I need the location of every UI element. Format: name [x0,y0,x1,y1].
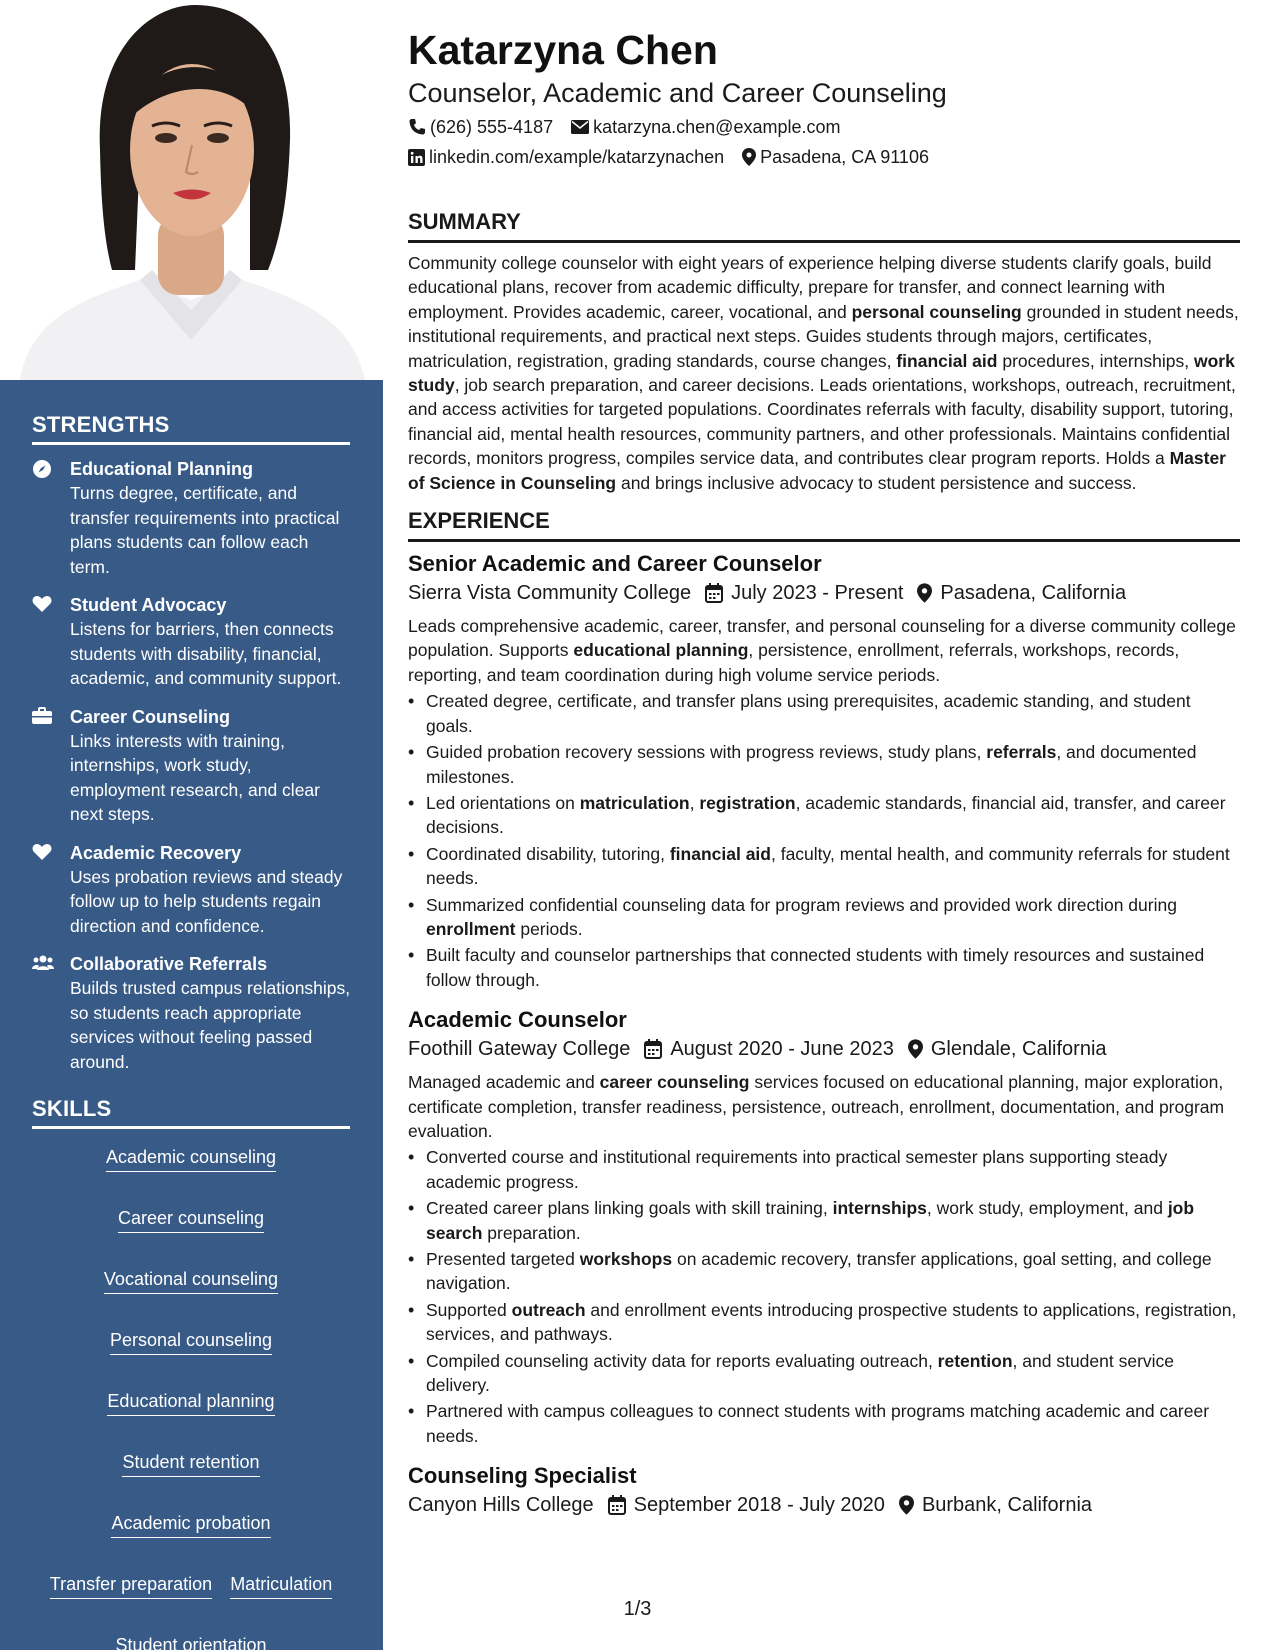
job-title: Counseling Specialist [408,1463,637,1489]
job-organization: Canyon Hills College [408,1494,594,1517]
candidate-name: Katarzyna Chen [408,27,718,73]
job-organization: Sierra Vista Community College [408,582,692,605]
bullet-item: • Partnered with campus colleagues to connect students with programs matching academic and career needs. [408,1399,1240,1448]
job-bullets [408,689,1240,992]
job-entry [408,550,1240,992]
bold-keyword: career counseling [599,1072,750,1093]
bold-keyword: referrals [986,742,1057,763]
sidebar-panel [0,380,383,1650]
job-location [917,578,1126,608]
strength-desc: Uses probation reviews and steady follow up to help students regain direction and confidence. [70,866,343,936]
job-description: Managed academic and career counseling services focused on educational planning, major exploration, certificate completion, transfer readiness, persistence, outreach, enrollment, documentation, and program evaluation. [408,1072,1225,1141]
bullet-item: • Coordinated disability, tutoring, financial aid, faculty, mental health, and community referrals for student needs. [408,842,1240,891]
job-dates-text: August 2020 - June 2023 [670,1038,894,1061]
strength-title: Career Counseling [70,706,231,727]
contact-row [408,144,1240,170]
bold-keyword: internships [832,1198,927,1219]
linkedin-contact[interactable] [408,144,724,170]
bullet-item: • Created degree, certificate, and transfer plans using prerequisites, academic standing, and student goals. [408,689,1240,738]
heart-icon [32,595,54,615]
summary-heading: SUMMARY [408,208,1240,243]
skill-tag: Student orientation [115,1633,266,1650]
strengths-heading: STRENGTHS [32,412,350,445]
map-pin-icon [917,583,932,603]
job-dates [608,1490,885,1520]
strength-desc: Builds trusted campus relationships, so students reach appropriate services without feeling passed around. [70,978,351,1072]
email-contact[interactable] [571,114,840,140]
users-icon [32,954,54,974]
bullet-item: • Built faculty and counselor partnerships that connected students with timely resources and sustained follow through. [408,943,1240,992]
skills-heading: SKILLS [32,1096,350,1129]
job-location-text: Pasadena, California [940,582,1127,605]
profile-photo [0,0,383,380]
calendar-icon [608,1495,626,1515]
map-pin-icon [742,148,756,166]
skill-tag: Personal counseling [110,1328,272,1355]
bold-keyword: educational planning [573,640,749,661]
main-content [408,24,1240,1526]
job-description: Leads comprehensive academic, career, transfer, and personal counseling for a diverse community college population. Supports educational planning, persistence, enrollment, referrals, workshops, records, reporting, and team coordination during high volume service periods. [408,616,1236,685]
job-location-text: Glendale, California [930,1038,1107,1061]
bullet-item: • Supported outreach and enrollment events introducing prospective students to applications, registration, services, and pathways. [408,1298,1240,1347]
page-number: 1/3 [623,1598,652,1620]
strength-item [32,841,351,939]
strength-item [32,952,351,1074]
location-contact [742,144,929,170]
skill-tag: Matriculation [230,1572,332,1599]
map-pin-icon [899,1495,914,1515]
bullet-item: • Guided probation recovery sessions with progress reviews, study plans, referrals, and documented milestones. [408,740,1240,789]
sidebar [0,0,383,1650]
bold-keyword: outreach [511,1299,586,1320]
job-entry [408,1462,1240,1520]
strength-title: Student Advocacy [70,595,227,615]
strength-desc: Links interests with training, internships, work study, employment research, and clear next steps. [70,730,320,824]
bold-keyword: work study [408,350,1235,396]
job-dates [644,1034,894,1064]
bold-keyword: financial aid [896,350,998,371]
portrait-image [0,0,383,380]
phone-contact[interactable] [408,114,553,140]
job-dates [705,578,903,608]
strength-title: Academic Recovery [70,842,242,863]
briefcase-icon [32,707,54,727]
strength-item [32,705,351,827]
map-pin-icon [908,1039,923,1059]
skill-tag: Educational planning [107,1389,274,1416]
bullet-item: • Created career plans linking goals with skill training, internships, work study, employment, and job search preparation. [408,1196,1240,1245]
job-location-text: Burbank, California [921,1494,1093,1517]
bold-keyword: registration [699,792,796,813]
job-location [908,1034,1107,1064]
skill-tag: Vocational counseling [104,1267,278,1294]
bold-keyword: matriculation [579,792,690,813]
bold-keyword: financial aid [669,843,771,864]
strength-title: Collaborative Referrals [70,954,268,974]
email-address: katarzyna.chen@example.com [593,117,841,137]
phone-number: (626) 555-4187 [430,117,554,137]
strength-title: Educational Planning [70,459,254,479]
skill-tag: Transfer preparation [50,1572,212,1599]
bold-keyword: enrollment [426,918,516,939]
job-title: Academic Counselor [408,1007,627,1033]
linkedin-icon [408,149,425,166]
bold-keyword: retention [937,1350,1013,1371]
location-text: Pasadena, CA 91106 [760,147,929,167]
strength-desc: Turns degree, certificate, and transfer requirements into practical plans students can follow each term. [70,483,340,577]
job-dates-text: July 2023 - Present [731,582,904,605]
skill-tag: Academic probation [111,1511,270,1538]
phone-icon [408,118,426,136]
job-meta [408,1034,1240,1064]
experience-heading: EXPERIENCE [408,507,1240,542]
calendar-icon [644,1039,662,1059]
contact-row [408,114,1240,140]
job-dates-text: September 2018 - July 2020 [633,1494,885,1517]
strength-desc: Listens for barriers, then connects students with disability, financial, academic, and community support. [70,619,342,688]
bullet-item: • Converted course and institutional requirements into practical semester plans supporting steady academic progress. [408,1145,1240,1194]
summary-paragraph: Community college counselor with eight years of experience helping diverse students clarify goals, build educational plans, recover from academic difficulty, prepare for transfer, and connect learning with employment. Provides academic, career, vocational, and personal counseling grounded in student needs, institutional requirements, and practical next steps. Guides students through majors, certificates, matriculation, registration, grading standards, course changes, financial aid procedures, internships, work study, job search preparation, and career decisions. Leads orientations, workshops, outreach, recruitment, and access activities for targeted populations. Coordinates referrals with faculty, disability support, tutoring, financial aid, mental health resources, community partners, and other professionals. Maintains confidential records, monitors progress, compiles service data, and contributes clear program reports. Holds a Master of Science in Counseling and brings inclusive advocacy to student persistence and success. [408,253,1239,493]
strength-item [32,457,351,579]
bullet-item: • Presented targeted workshops on academic recovery, transfer applications, goal setting, and college navigation. [408,1247,1240,1296]
compass-icon [32,459,54,479]
job-title: Senior Academic and Career Counselor [408,551,822,577]
job-bullets [408,1145,1240,1448]
bullet-item: • Summarized confidential counseling data for program reviews and provided work direction during enrollment periods. [408,893,1240,942]
skill-tag: Student retention [122,1450,259,1477]
experience-list [408,550,1240,1520]
envelope-icon [571,120,589,134]
bold-keyword: Master of Science in Counseling [408,448,1226,493]
bold-keyword: personal counseling [851,301,1022,322]
job-headline: Counselor, Academic and Career Counseling [408,78,947,108]
job-organization: Foothill Gateway College [408,1038,631,1061]
strength-item [32,593,351,691]
bullet-item: • Led orientations on matriculation, registration, academic standards, financial aid, transfer, and career decisions. [408,791,1240,840]
heart-icon [32,843,54,863]
bold-keyword: job search [426,1198,1195,1243]
skills-list [32,1141,350,1650]
linkedin-url: linkedin.com/example/katarzynachen [429,147,725,167]
job-meta [408,1490,1240,1520]
skill-tag: Academic counseling [106,1145,276,1172]
calendar-icon [705,583,723,603]
job-location [899,1490,1092,1520]
job-meta [408,578,1240,608]
job-entry [408,1006,1240,1448]
bold-keyword: workshops [579,1249,673,1269]
skill-tag: Career counseling [118,1206,264,1233]
bullet-item: • Compiled counseling activity data for reports evaluating outreach, retention, and student service delivery. [408,1349,1240,1398]
